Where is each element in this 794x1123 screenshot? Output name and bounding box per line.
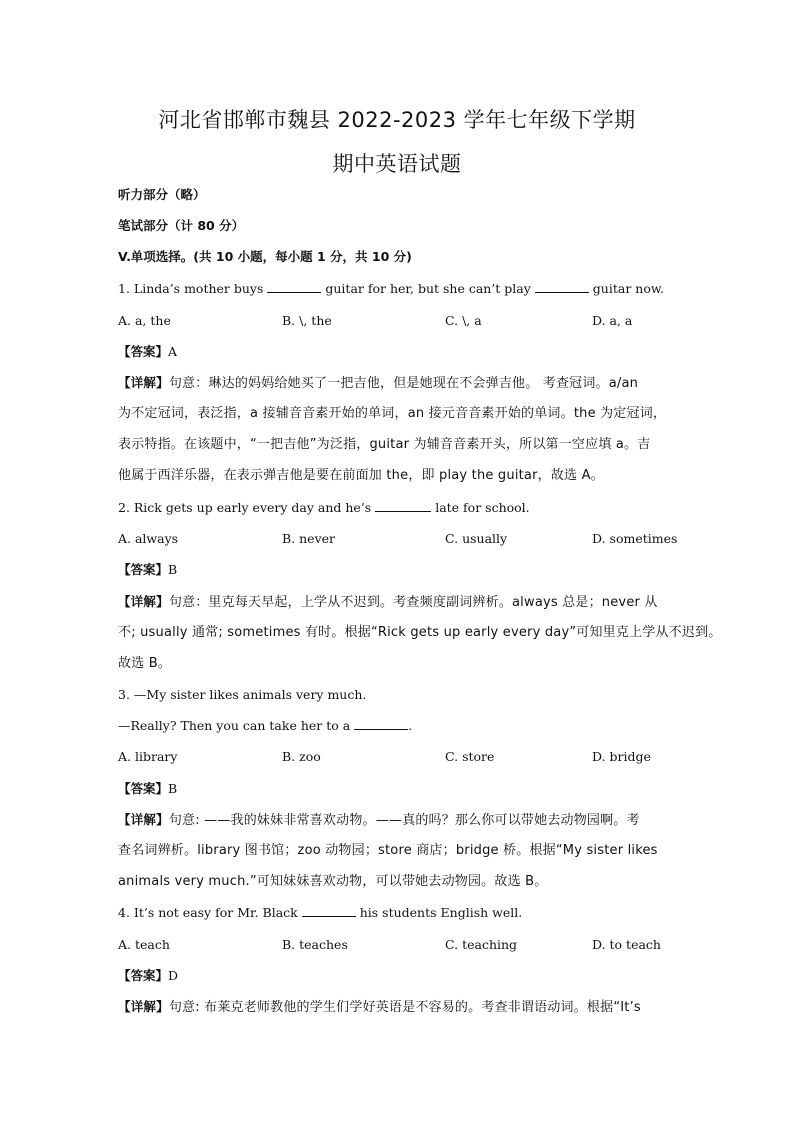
detail-label: 【详解】 <box>118 594 169 609</box>
answer-label: 【答案】 <box>118 968 169 983</box>
question-3-stem-line-2: —Really? Then you can take her to a . <box>118 718 413 733</box>
question-2-stem-end: late for school. <box>435 500 530 515</box>
question-4-blank <box>302 906 356 917</box>
question-2-stem-start: 2. Rick gets up early every day and he’s <box>118 500 372 515</box>
answer-label: 【答案】 <box>118 781 169 796</box>
question-3-detail-line-2: 查名词辨析。library 图书馆；zoo 动物园；store 商店；bridge 桥。根据“My sister likes <box>118 843 658 858</box>
question-4-stem-start: 4. It’s not easy for Mr. Black <box>118 905 298 920</box>
section-written: 笔试部分（计 80 分） <box>118 218 245 233</box>
question-1-detail-line-3: 表示特指。在该题中，“一把吉他”为泛指，guitar 为辅音音素开头，所以第一空应填 a。吉 <box>118 437 651 452</box>
question-2-option-b: B. never <box>282 531 336 546</box>
section-part5-heading: V.单项选择。(共 10 小题，每小题 1 分，共 10 分) <box>118 249 412 264</box>
question-1-stem <box>118 280 683 298</box>
question-2-detail-line-2: 不; usually 通常; sometimes 有时。根据“Rick gets up early every day”可知里克上学从不迟到。 <box>118 625 722 640</box>
question-2-answer <box>118 561 683 579</box>
question-1-detail-line-2: 为不定冠词，表泛指，a 接辅音音素开始的单词，an 接元音音素开始的单词。the 为定冠词， <box>118 406 667 421</box>
question-3-detail-line-3: animals very much.”可知妹妹喜欢动物，可以带她去动物园。故选 B。 <box>118 874 548 889</box>
question-1-option-d: D. a, a <box>592 313 633 328</box>
question-1-blank-2 <box>535 282 589 293</box>
question-1-blank-1 <box>267 282 321 293</box>
question-3-stem-line-1: 3. —My sister likes animals very much. <box>118 687 367 702</box>
question-3-option-d: D. bridge <box>592 749 651 764</box>
question-4-stem <box>118 904 683 922</box>
document-title-line1: 河北省邯郸市魏县 2022-2023 学年七年级下学期 <box>158 108 636 132</box>
question-4-option-b: B. teaches <box>282 937 348 952</box>
question-4-detail-line-1: 【详解】句意: 布莱克老师教他的学生们学好英语是不容易的。考查非谓语动词。根据“It’s <box>118 999 641 1015</box>
question-3-blank <box>354 719 408 730</box>
answer-value: A <box>168 344 178 359</box>
question-2-detail-line-3: 故选 B。 <box>118 656 172 671</box>
answer-value: D <box>168 968 179 983</box>
question-3-answer <box>118 780 683 798</box>
question-1-option-a: A. a, the <box>118 313 171 328</box>
question-3-option-a: A. library <box>118 749 178 764</box>
question-4-option-d: D. to teach <box>592 937 661 952</box>
question-2-option-c: C. usually <box>445 531 508 546</box>
question-1-option-c: C. \, a <box>445 313 482 328</box>
question-1-stem-middle: guitar for her, but she can’t play <box>325 281 531 296</box>
document-title-line2: 期中英语试题 <box>332 152 462 176</box>
question-2-stem <box>118 499 683 517</box>
question-4-option-a: A. teach <box>118 937 170 952</box>
question-1-detail-line-4: 他属于西洋乐器，在表示弹吉他是要在前面加 the，即 play the guitar，故选 A。 <box>118 468 604 483</box>
question-1-option-b: B. \, the <box>282 313 332 328</box>
question-1-answer <box>118 343 683 361</box>
section-listening: 听力部分（略） <box>118 187 206 202</box>
question-4-answer <box>118 967 683 985</box>
question-2-option-d: D. sometimes <box>592 531 678 546</box>
question-3-detail-line-1: 【详解】句意: ——我的妹妹非常喜欢动物。——真的吗？那么你可以带她去动物园啊。考 <box>118 812 640 828</box>
answer-value: B <box>168 781 178 796</box>
question-2-blank <box>375 501 431 512</box>
question-2-detail-line-1: 【详解】句意：里克每天早起，上学从不迟到。考查频度副词辨析。always 总是；never 从 <box>118 594 658 610</box>
question-3-option-b: B. zoo <box>282 749 321 764</box>
question-2-option-a: A. always <box>118 531 179 546</box>
question-4-option-c: C. teaching <box>445 937 518 952</box>
question-1-stem-start: 1. Linda’s mother buys <box>118 281 264 296</box>
detail-label: 【详解】 <box>118 999 169 1014</box>
answer-value: B <box>168 562 178 577</box>
answer-label: 【答案】 <box>118 344 169 359</box>
answer-label: 【答案】 <box>118 562 169 577</box>
question-1-detail-line-1: 【详解】句意：琳达的妈妈给她买了一把吉他，但是她现在不会弹吉他。 考查冠词。a/an <box>118 375 639 391</box>
question-1-stem-end: guitar now. <box>592 281 665 296</box>
detail-label: 【详解】 <box>118 812 169 827</box>
question-4-stem-end: his students English well. <box>359 905 523 920</box>
detail-label: 【详解】 <box>118 375 169 390</box>
question-3-option-c: C. store <box>445 749 495 764</box>
